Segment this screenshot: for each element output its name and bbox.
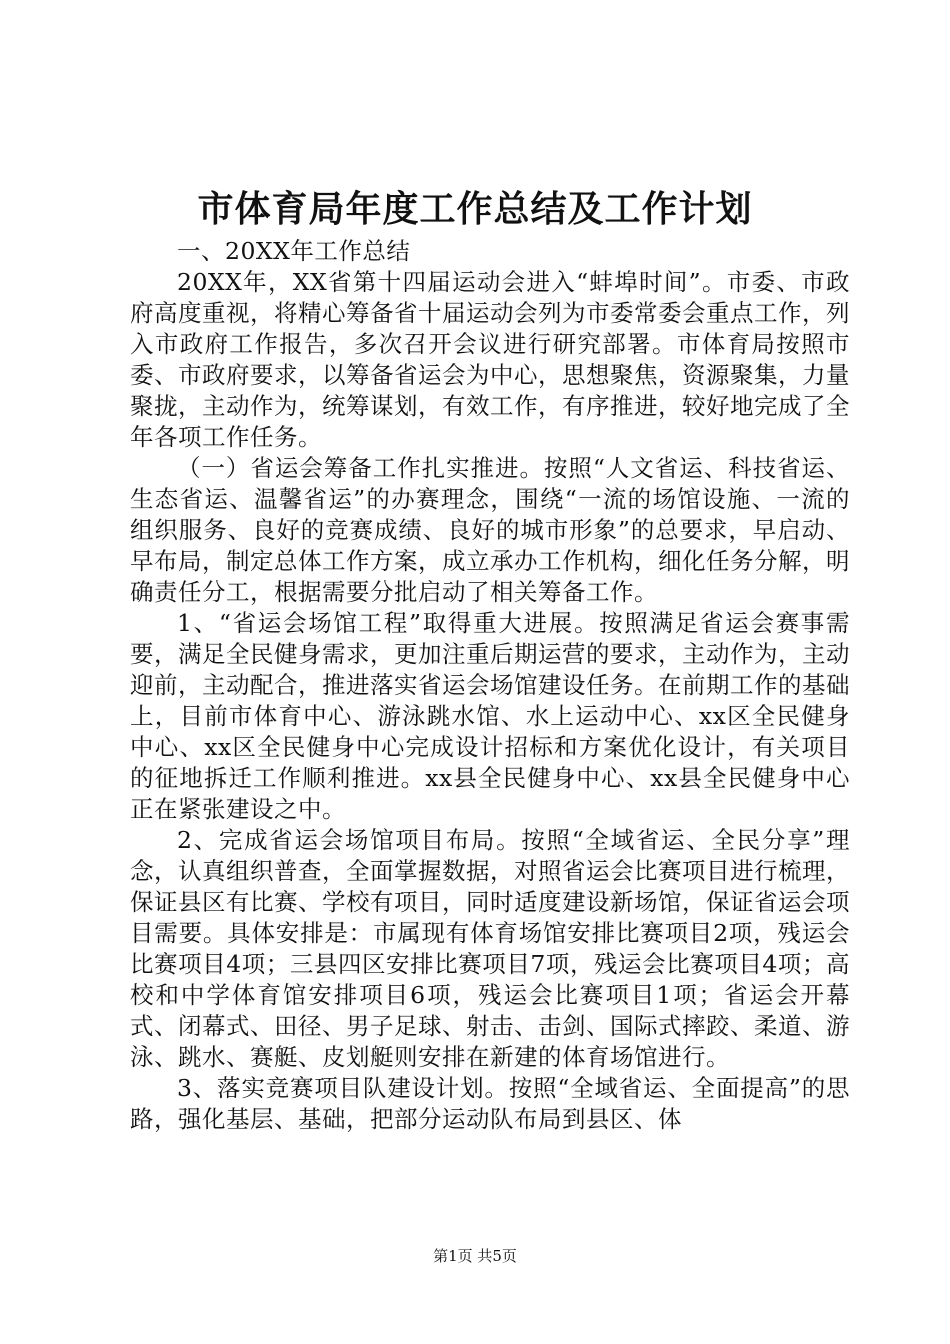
paragraph-team-building: 3、落实竞赛项目队建设计划。按照“全域省运、全面提高”的思路，强化基层、基础，把部分运动队布局到县区、体 [130,1074,850,1133]
paragraph-preparation: （一）省运会筹备工作扎实推进。按照“人文省运、科技省运、生态省运、温馨省运”的办赛理念，围绕“一流的场馆设施、一流的组织服务、良好的竞赛成绩、良好的城市形象”的总要求，早启动、早布局，制定总体工作方案，成立承办工作机构，细化任务分解，明确责任分工，根据需要分批启动了相关筹备工作。 [130,454,850,606]
paragraph-summary: 20XX年，XX省第十四届运动会进入“蚌埠时间”。市委、市政府高度重视，将精心筹备省十届运动会列为市委常委会重点工作，列入市政府工作报告，多次召开会议进行研究部署。市体育局按照市委、市政府要求，以筹备省运会为中心，思想聚焦，资源聚集，力量聚拢，主动作为，统筹谋划，有效工作，有序推进，较好地完成了全年各项工作任务。 [130,268,850,451]
page-number: 第1页 共5页 [433,1247,517,1265]
document-title: 市体育局年度工作总结及工作计划 [197,188,753,230]
paragraph-venue-project: 1、“省运会场馆工程”取得重大进展。按照满足省运会赛事需要，满足全民健身需求，更加注重后期运营的要求，主动作为，主动迎前，主动配合，推进落实省运会场馆建设任务。在前期工作的基础上，目前市体育中心、游泳跳水馆、水上运动中心、xx区全民健身中心、xx区全民健身中心完成设计招标和方案优化设计，有关项目的征地拆迁工作顺利推进。xx县全民健身中心、xx县全民健身中心正在紧张建设之中。 [130,609,850,823]
paragraph-venue-layout: 2、完成省运会场馆项目布局。按照“全域省运、全民分享”理念，认真组织普查，全面掌握数据，对照省运会比赛项目进行梳理，保证县区有比赛、学校有项目，同时适度建设新场馆，保证省运会项目需要。具体安排是：市属现有体育场馆安排比赛项目2项，残运会比赛项目4项；三县四区安排比赛项目7项，残运会比赛项目4项；高校和中学体育馆安排项目6项，残运会比赛项目1项；省运会开幕式、闭幕式、田径、男子足球、射击、击剑、国际式摔跤、柔道、游泳、跳水、赛艇、皮划艇则安排在新建的体育场馆进行。 [130,826,850,1071]
document-body [130,236,850,1135]
section-heading: 一、20XX年工作总结 [177,237,411,265]
